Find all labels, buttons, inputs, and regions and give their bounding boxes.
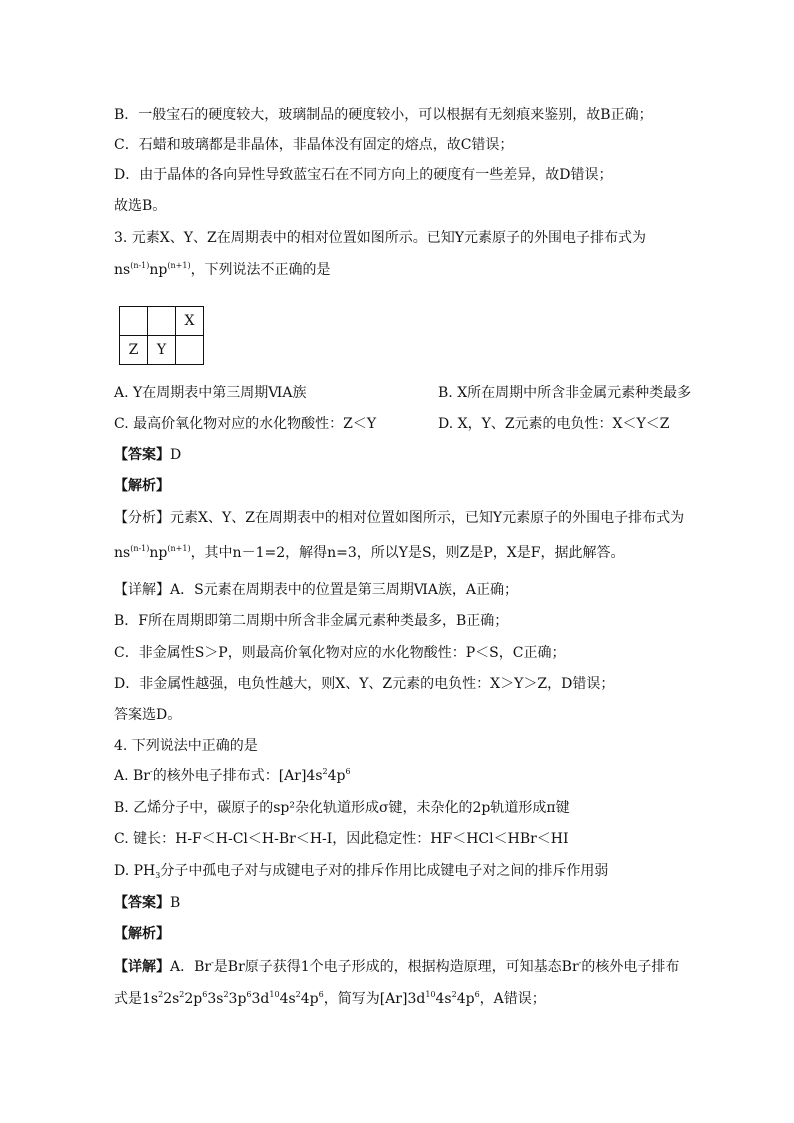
question-3-formula-line: $ns^{(n-1)}np^{(n+1)}$，下列说法不正确的是 <box>114 261 331 278</box>
q4-answer-line <box>114 894 180 912</box>
answer-label: 【答案】 <box>114 895 170 911</box>
line-conclusion: 故选B。 <box>114 198 167 214</box>
q3-answer-value: D <box>170 447 182 463</box>
q4-detail-a-line2: 式是$1s^22s^22p^63s^23p^63d^{10}4s^24p^6$，简写为$[Ar]3d^{10}4s^24p^6$，A错误； <box>114 990 546 1007</box>
q3-option-b: B. X所在周期中所含非金属元素种类最多 <box>438 385 692 401</box>
q3-detail-b: B．F所在周期即第二周期中所含非金属元素种类最多，B正确； <box>114 613 509 629</box>
q3-fenxi-formula-line: $ns^{(n-1)}np^{(n+1)}$，其中n－1=2，解得n=3，所以Y是S，则Z是P，X是F，据此解答。 <box>114 544 625 561</box>
q3-detail-c: C．非金属性S＞P，则最高价氧化物对应的水化物酸性：P＜S，C正确； <box>114 645 566 661</box>
line-option-d-explanation: D．由于晶体的各向异性导致蓝宝石在不同方向上的硬度有一些差异，故D错误； <box>114 167 613 183</box>
periodic-position-grid <box>119 306 204 365</box>
q3-fenxi-cont: ，其中n－1=2，解得n=3，所以Y是S，则Z是P，X是F，据此解答。 <box>190 545 625 561</box>
grid-cell <box>176 336 204 365</box>
question-4-stem: 4. 下列说法中正确的是 <box>114 738 258 754</box>
q4-analysis-label: 【解析】 <box>114 926 170 942</box>
grid-cell <box>148 307 176 336</box>
q3-detail-d: D．非金属性越强，电负性越大，则X、Y、Z元素的电负性：X＞Y＞Z，D错误； <box>114 676 615 692</box>
q3-fenxi-line: 【分析】元素X、Y、Z在周期表中的相对位置如图所示，已知Y元素原子的外围电子排布式为 <box>114 510 685 526</box>
q4-answer-value: B <box>170 895 181 911</box>
q4-detail-a-line1: 【详解】A．Br-是Br原子获得1个电子形成的，根据构造原理，可知基态Br-的核外电子排布 <box>114 958 680 975</box>
grid-cell <box>120 307 148 336</box>
q3-answer-line <box>114 446 181 464</box>
q3-option-c: C. 最高价氧化物对应的水化物酸性：Z＜Y <box>114 416 377 432</box>
q4-option-a: A. Br-的核外电子排布式：$[Ar]4s^24p^6$ <box>114 767 351 784</box>
line-option-b-explanation: B．一般宝石的硬度较大，玻璃制品的硬度较小，可以根据有无刻痕来鉴别，故B正确； <box>114 107 653 123</box>
q3-option-a: A. Y在周期表中第三周期ⅥA族 <box>114 385 307 401</box>
q4-option-c: C. 键长：H-F＜H-Cl＜H-Br＜H-I，因此稳定性：HF＜HCl＜HBr＜HI <box>114 831 569 847</box>
question-3-stem-cont: ，下列说法不正确的是 <box>190 262 331 278</box>
q3-analysis-label: 【解析】 <box>114 478 170 494</box>
grid-cell-x: X <box>176 307 204 336</box>
q3-detail-a: 【详解】A．S元素在周期表中的位置是第三周期ⅥA族，A正确； <box>114 582 519 598</box>
q4-option-d: D. $PH_3$分子中孤电子对与成键电子对的排斥作用比成键电子对之间的排斥作用弱 <box>114 863 609 880</box>
grid-cell-z: Z <box>120 336 148 365</box>
answer-label: 【答案】 <box>114 447 170 463</box>
q3-option-d: D. X，Y、Z元素的电负性：X＜Y＜Z <box>438 416 670 432</box>
line-option-c-explanation: C．石蜡和玻璃都是非晶体，非晶体没有固定的熔点，故C错误； <box>114 137 514 153</box>
grid-cell-y: Y <box>148 336 176 365</box>
question-3-stem: 3. 元素X、Y、Z在周期表中的相对位置如图所示。已知Y元素原子的外围电子排布式为 <box>114 230 646 246</box>
q3-conclusion: 答案选D。 <box>114 707 182 723</box>
q4-option-b: B. 乙烯分子中，碳原子的sp²杂化轨道形成σ键，未杂化的2p轨道形成π键 <box>114 800 570 816</box>
